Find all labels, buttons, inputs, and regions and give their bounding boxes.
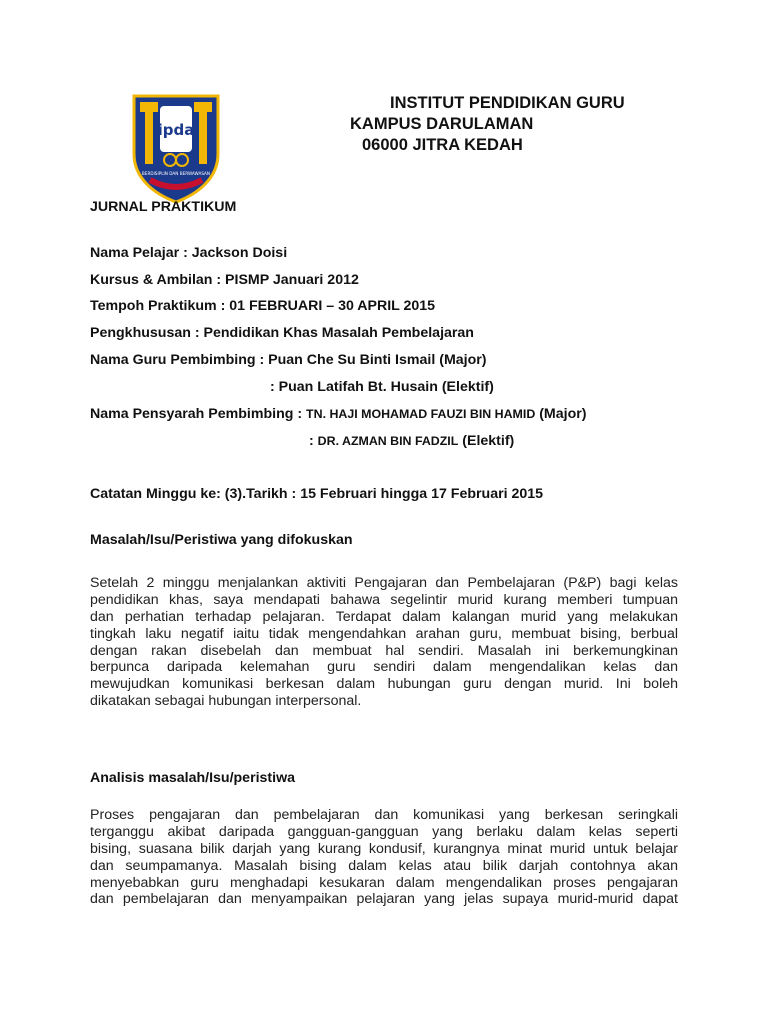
paragraph-line: Setelah 2 minggu menjalankan aktiviti Pengajaran dan Pembelajaran (P&P) bagi kelas — [90, 575, 678, 591]
paragraph-line: dan pembelajaran dan menyampaikan pelajaran yang jelas supaya murid-murid dapat — [90, 891, 678, 908]
section1-heading: Masalah/Isu/Peristiwa yang difokuskan — [90, 532, 353, 548]
lecturer-label: Nama Pensyarah Pembimbing : — [90, 406, 307, 422]
paragraph-line: berpunca daripada kelemahan guru sendiri dalam mengendalikan kelas dan — [90, 659, 678, 676]
lecturer-elective-colon: : — [309, 433, 318, 449]
field-student-name: Nama Pelajar : Jackson Doisi — [90, 245, 288, 261]
logo-motto: BERDISIPLIN DAN BERWAWASAN — [141, 171, 211, 176]
section1-paragraph — [90, 575, 678, 710]
campus-address: 06000 JITRA KEDAH — [362, 136, 523, 154]
section2-heading: Analisis masalah/Isu/peristiwa — [90, 770, 296, 786]
field-teacher-elective: : Puan Latifah Bt. Husain (Elektif) — [270, 379, 494, 395]
logo-text: ipda — [157, 121, 195, 139]
lecturer-elective-name: DR. AZMAN BIN FADZIL — [317, 434, 459, 448]
weekly-record-line: Catatan Minggu ke: (3).Tarikh : 15 Februari hingga 17 Februari 2015 — [90, 486, 544, 502]
paragraph-line: pendidikan khas, saya mendapati bahawa segelintir murid kurang memberi tumpuan — [90, 591, 678, 608]
lecturer-major-tag: (Major) — [535, 406, 587, 422]
field-course-intake: Kursus & Ambilan : PISMP Januari 2012 — [90, 272, 359, 288]
campus-name: KAMPUS DARULAMAN — [350, 115, 534, 133]
lecturer-major-name: TN. HAJI MOHAMAD FAUZI BIN HAMID — [306, 407, 536, 421]
paragraph-line: dan seumpamanya. Masalah bising dalam kelas atau bilik darjah contohnya akan — [90, 857, 678, 874]
paragraph-line: Proses pengajaran dan pembelajaran dan komunikasi yang berkesan seringkali — [90, 807, 678, 823]
institute-name: INSTITUT PENDIDIKAN GURU — [390, 94, 625, 112]
paragraph-line: menyebabkan guru menghadapi kesukaran dalam mengendalikan proses pengajaran — [90, 874, 678, 891]
document-title: JURNAL PRAKTIKUM — [90, 199, 237, 215]
lecturer-elective-tag: (Elektif) — [458, 433, 515, 449]
institute-logo — [130, 92, 222, 204]
paragraph-line: tingkah laku negatif iaitu tidak mengendahkan arahan guru, membuat bising, berbual — [90, 625, 678, 642]
field-practicum-period: Tempoh Praktikum : 01 FEBRUARI – 30 APRIL 2015 — [90, 298, 436, 314]
field-specialisation: Pengkhususan : Pendidikan Khas Masalah Pembelajaran — [90, 325, 474, 341]
paragraph-line: mewujudkan komunikasi berkesan dalam hubungan guru dengan murid. Ini boleh — [90, 676, 678, 693]
field-teacher-major: Nama Guru Pembimbing : Puan Che Su Binti Ismail (Major) — [90, 352, 487, 368]
paragraph-line: dengan rakan disebelah dan membuat hal sendiri. Masalah ini berkemungkinan — [90, 642, 678, 659]
paragraph-line: dikatakan sebagai hubungan interpersonal. — [90, 693, 362, 710]
paragraph-line: bising, suasana bilik darjah yang kurang kondusif, kurangnya minat murid untuk belajar — [90, 840, 678, 857]
field-lecturer-major — [90, 406, 587, 422]
section2-paragraph — [90, 807, 678, 908]
paragraph-line: dan perhatian terhadap pelajaran. Terdapat dalam kalangan murid yang melakukan — [90, 608, 678, 625]
paragraph-line: terganggu akibat daripada gangguan-gangguan yang berlaku dalam kelas seperti — [90, 823, 678, 840]
field-lecturer-elective — [309, 433, 514, 449]
